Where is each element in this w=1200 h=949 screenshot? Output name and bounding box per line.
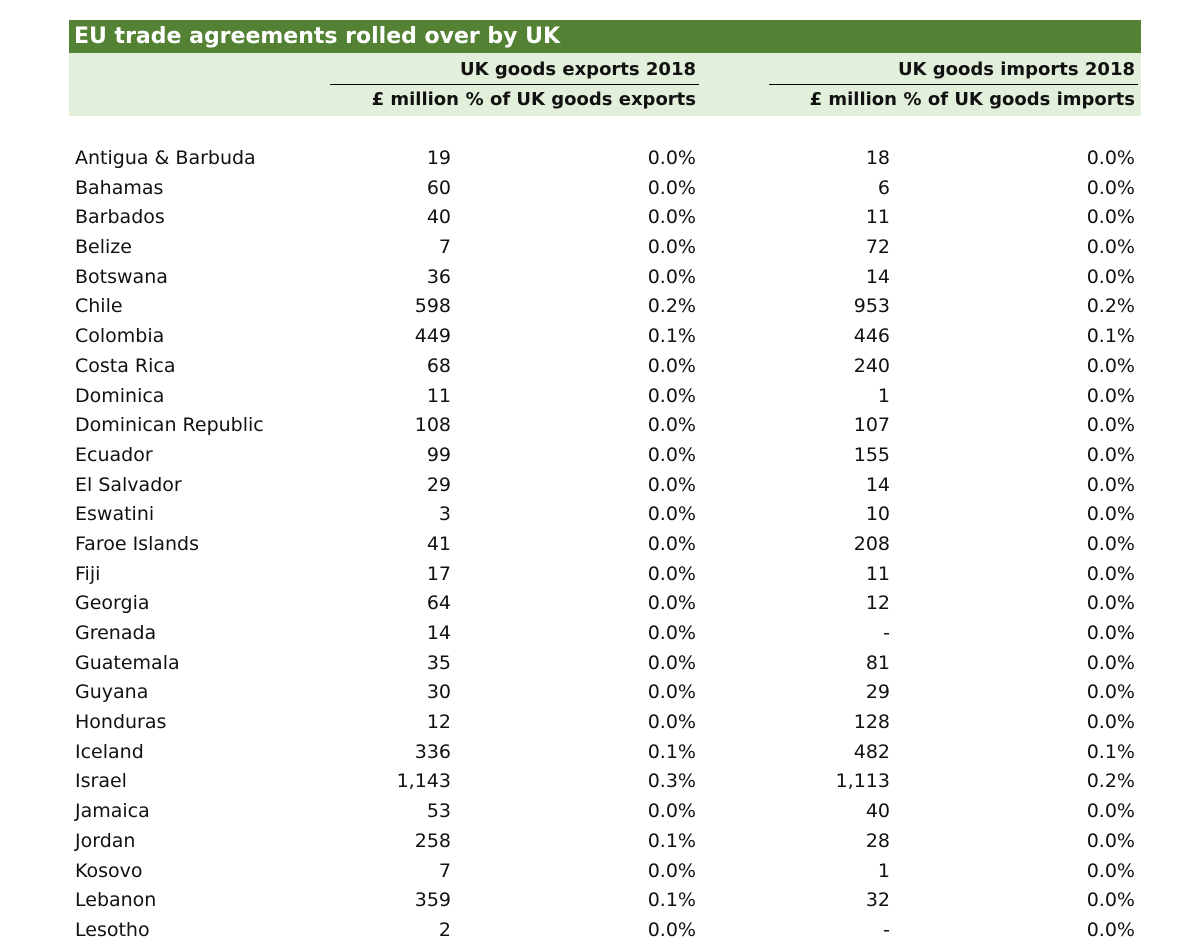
imports-million-cell: 155 xyxy=(853,443,890,466)
imports-million-cell: 28 xyxy=(865,829,890,852)
country-cell: Dominica xyxy=(75,384,165,407)
exports-million-cell: 36 xyxy=(426,265,451,288)
table-row xyxy=(69,530,1141,560)
country-cell: Jamaica xyxy=(75,800,150,823)
imports-pct-cell: 0.0% xyxy=(1086,889,1135,912)
table-row xyxy=(69,411,1141,441)
imports-million-cell: 1,113 xyxy=(835,770,890,793)
imports-pct-cell: 0.0% xyxy=(1086,236,1135,259)
exports-million-cell: 29 xyxy=(426,473,451,496)
imports-million-cell: 32 xyxy=(865,889,890,912)
exports-pct-cell: 0.2% xyxy=(647,295,696,318)
exports-pct-cell: 0.3% xyxy=(647,770,696,793)
exports-pct-cell: 0.0% xyxy=(647,532,696,555)
imports-pct-cell: 0.1% xyxy=(1086,325,1135,348)
imports-pct-cell: 0.0% xyxy=(1086,651,1135,674)
imports-pct-cell: 0.0% xyxy=(1086,265,1135,288)
imports-pct-cell: 0.0% xyxy=(1086,592,1135,615)
exports-million-cell: 359 xyxy=(414,889,451,912)
country-cell: Lesotho xyxy=(75,918,150,941)
exports-million-cell: 30 xyxy=(426,681,451,704)
exports-pct-cell: 0.0% xyxy=(647,592,696,615)
exports-million-cell: 2 xyxy=(438,918,451,941)
country-cell: Eswatini xyxy=(75,503,155,526)
exports-million-cell: 7 xyxy=(438,859,451,882)
exports-million-cell: 598 xyxy=(414,295,451,318)
imports-million-cell: 12 xyxy=(865,592,890,615)
imports-pct-cell: 0.0% xyxy=(1086,354,1135,377)
table-row xyxy=(69,708,1141,738)
country-cell: Guyana xyxy=(75,681,149,704)
exports-pct-cell: 0.0% xyxy=(647,859,696,882)
exports-pct-cell: 0.0% xyxy=(647,384,696,407)
table-row xyxy=(69,649,1141,679)
exports-million-cell: 7 xyxy=(438,236,451,259)
exports-pct-cell: 0.0% xyxy=(647,800,696,823)
table-title: EU trade agreements rolled over by UK xyxy=(69,20,1141,53)
table-row xyxy=(69,174,1141,204)
imports-million-cell: 10 xyxy=(865,503,890,526)
imports-pct-cell: 0.0% xyxy=(1086,147,1135,169)
exports-million-cell: 11 xyxy=(426,384,451,407)
table-body xyxy=(69,144,1141,946)
exports-group-header: UK goods exports 2018 xyxy=(460,59,696,80)
table-row xyxy=(69,352,1141,382)
exports-million-header: £ million xyxy=(371,89,459,110)
exports-pct-cell: 0.0% xyxy=(647,265,696,288)
imports-million-cell: - xyxy=(883,918,890,941)
table-row xyxy=(69,441,1141,471)
exports-pct-cell: 0.0% xyxy=(647,147,696,169)
exports-pct-cell: 0.0% xyxy=(647,711,696,734)
country-cell: Kosovo xyxy=(75,859,143,882)
imports-pct-cell: 0.0% xyxy=(1086,473,1135,496)
country-cell: Israel xyxy=(75,770,127,793)
exports-million-cell: 108 xyxy=(414,414,451,437)
imports-million-cell: 14 xyxy=(865,473,890,496)
imports-pct-cell: 0.0% xyxy=(1086,206,1135,229)
imports-million-cell: 18 xyxy=(865,147,890,169)
exports-pct-cell: 0.0% xyxy=(647,236,696,259)
exports-million-cell: 68 xyxy=(426,354,451,377)
imports-million-cell: 29 xyxy=(865,681,890,704)
table-row xyxy=(69,738,1141,768)
table-row xyxy=(69,560,1141,590)
imports-pct-cell: 0.0% xyxy=(1086,562,1135,585)
country-cell: Belize xyxy=(75,236,132,259)
exports-million-cell: 60 xyxy=(426,176,451,199)
imports-pct-cell: 0.0% xyxy=(1086,532,1135,555)
country-cell: Costa Rica xyxy=(75,354,176,377)
imports-million-cell: 11 xyxy=(865,562,890,585)
country-cell: Fiji xyxy=(75,562,101,585)
imports-pct-cell: 0.0% xyxy=(1086,918,1135,941)
exports-million-cell: 1,143 xyxy=(396,770,451,793)
exports-million-cell: 64 xyxy=(426,592,451,615)
imports-million-cell: 482 xyxy=(853,740,890,763)
imports-pct-cell: 0.0% xyxy=(1086,503,1135,526)
exports-pct-cell: 0.0% xyxy=(647,651,696,674)
imports-million-cell: 446 xyxy=(853,325,890,348)
exports-million-cell: 12 xyxy=(426,711,451,734)
imports-million-cell: 81 xyxy=(865,651,890,674)
country-cell: El Salvador xyxy=(75,473,182,496)
table-row xyxy=(69,827,1141,857)
imports-pct-cell: 0.0% xyxy=(1086,384,1135,407)
table-row xyxy=(69,589,1141,619)
table-row xyxy=(69,678,1141,708)
country-cell: Honduras xyxy=(75,711,167,734)
imports-pct-cell: 0.0% xyxy=(1086,414,1135,437)
imports-group-underline xyxy=(769,84,1138,85)
table-row xyxy=(69,292,1141,322)
imports-pct-cell: 0.0% xyxy=(1086,829,1135,852)
exports-pct-cell: 0.0% xyxy=(647,443,696,466)
imports-million-cell: - xyxy=(883,622,890,644)
country-cell: Iceland xyxy=(75,740,144,763)
exports-million-cell: 53 xyxy=(426,800,451,823)
table-row xyxy=(69,263,1141,293)
exports-pct-cell: 0.1% xyxy=(647,829,696,852)
exports-pct-cell: 0.0% xyxy=(647,176,696,199)
imports-million-cell: 240 xyxy=(853,354,890,377)
country-cell: Grenada xyxy=(75,622,157,644)
table-row xyxy=(69,916,1141,946)
exports-pct-cell: 0.0% xyxy=(647,562,696,585)
imports-million-cell: 72 xyxy=(865,236,890,259)
exports-million-cell: 336 xyxy=(414,740,451,763)
exports-pct-header: % of UK goods exports xyxy=(465,89,696,110)
imports-million-header: £ million xyxy=(809,89,897,110)
exports-million-cell: 14 xyxy=(426,622,451,644)
country-cell: Georgia xyxy=(75,592,150,615)
exports-pct-cell: 0.0% xyxy=(647,414,696,437)
exports-pct-cell: 0.0% xyxy=(647,918,696,941)
exports-million-cell: 19 xyxy=(426,147,451,169)
imports-pct-cell: 0.0% xyxy=(1086,443,1135,466)
imports-million-cell: 953 xyxy=(853,295,890,318)
country-cell: Faroe Islands xyxy=(75,532,200,555)
table-row xyxy=(69,233,1141,263)
country-cell: Bahamas xyxy=(75,176,164,199)
exports-million-cell: 258 xyxy=(414,829,451,852)
exports-group-underline xyxy=(330,84,699,85)
imports-pct-cell: 0.0% xyxy=(1086,176,1135,199)
table-row xyxy=(69,382,1141,412)
country-cell: Jordan xyxy=(75,829,136,852)
table-row xyxy=(69,144,1141,174)
imports-group-header: UK goods imports 2018 xyxy=(897,59,1135,80)
exports-million-cell: 449 xyxy=(414,325,451,348)
exports-million-cell: 3 xyxy=(438,503,451,526)
imports-pct-cell: 0.0% xyxy=(1086,622,1135,644)
table-row xyxy=(69,471,1141,501)
exports-million-cell: 99 xyxy=(426,443,451,466)
exports-million-cell: 35 xyxy=(426,651,451,674)
country-cell: Barbados xyxy=(75,206,165,229)
imports-pct-cell: 0.2% xyxy=(1086,295,1135,318)
table-row xyxy=(69,886,1141,916)
imports-pct-cell: 0.2% xyxy=(1086,770,1135,793)
exports-pct-cell: 0.1% xyxy=(647,325,696,348)
exports-million-cell: 40 xyxy=(426,206,451,229)
imports-million-cell: 1 xyxy=(877,384,890,407)
imports-pct-cell: 0.1% xyxy=(1086,740,1135,763)
imports-million-cell: 208 xyxy=(853,532,890,555)
table-row xyxy=(69,619,1141,649)
table-row xyxy=(69,322,1141,352)
imports-million-cell: 11 xyxy=(865,206,890,229)
imports-million-cell: 40 xyxy=(865,800,890,823)
imports-million-cell: 6 xyxy=(877,176,890,199)
exports-million-cell: 41 xyxy=(426,532,451,555)
country-cell: Chile xyxy=(75,295,123,318)
exports-pct-cell: 0.1% xyxy=(647,889,696,912)
exports-million-cell: 17 xyxy=(426,562,451,585)
exports-pct-cell: 0.0% xyxy=(647,622,696,644)
exports-pct-cell: 0.0% xyxy=(647,206,696,229)
exports-pct-cell: 0.1% xyxy=(647,740,696,763)
exports-pct-cell: 0.0% xyxy=(647,503,696,526)
table-row xyxy=(69,797,1141,827)
country-cell: Colombia xyxy=(75,325,165,348)
imports-pct-cell: 0.0% xyxy=(1086,859,1135,882)
imports-million-cell: 128 xyxy=(853,711,890,734)
imports-million-cell: 107 xyxy=(853,414,890,437)
table-row xyxy=(69,500,1141,530)
table-row xyxy=(69,767,1141,797)
country-cell: Antigua & Barbuda xyxy=(75,147,256,169)
country-cell: Botswana xyxy=(75,265,168,288)
table-row xyxy=(69,203,1141,233)
country-cell: Guatemala xyxy=(75,651,180,674)
country-cell: Dominican Republic xyxy=(75,414,264,437)
imports-pct-header: % of UK goods imports xyxy=(903,89,1135,110)
table-row xyxy=(69,857,1141,887)
imports-pct-cell: 0.0% xyxy=(1086,800,1135,823)
imports-million-cell: 1 xyxy=(877,859,890,882)
imports-pct-cell: 0.0% xyxy=(1086,681,1135,704)
imports-pct-cell: 0.0% xyxy=(1086,711,1135,734)
exports-pct-cell: 0.0% xyxy=(647,354,696,377)
exports-pct-cell: 0.0% xyxy=(647,473,696,496)
exports-pct-cell: 0.0% xyxy=(647,681,696,704)
imports-million-cell: 14 xyxy=(865,265,890,288)
country-cell: Ecuador xyxy=(75,443,153,466)
country-cell: Lebanon xyxy=(75,889,157,912)
